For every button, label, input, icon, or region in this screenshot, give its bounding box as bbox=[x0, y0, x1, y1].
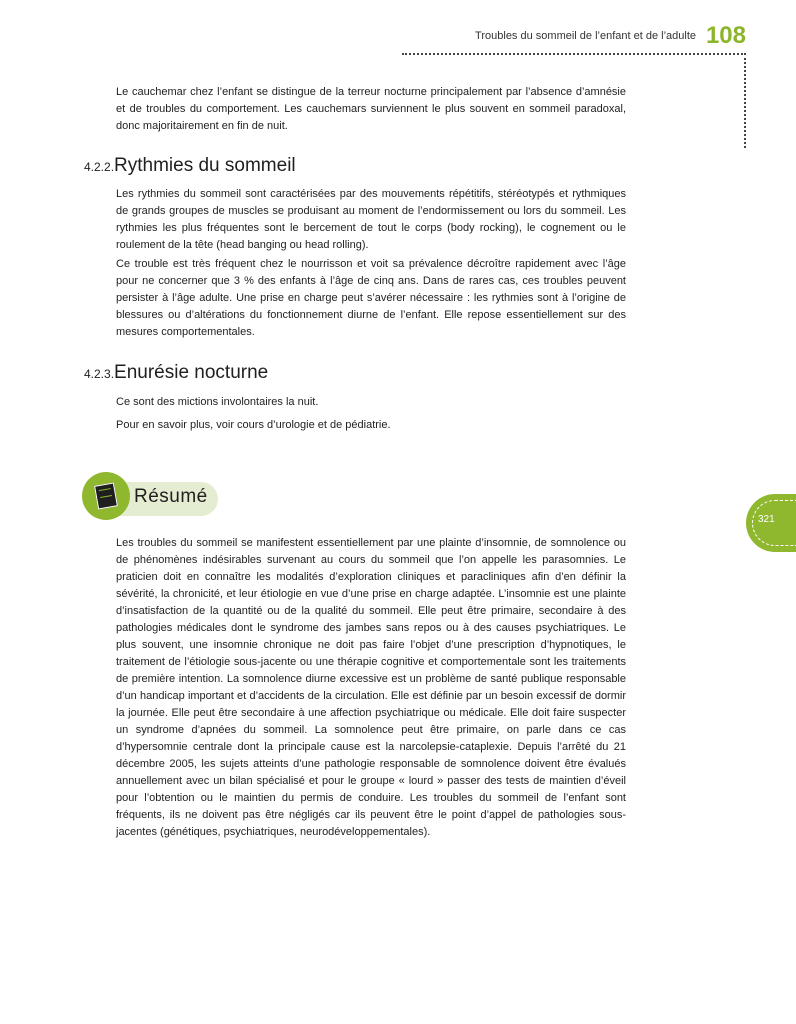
header-dotted-rule bbox=[402, 53, 746, 55]
side-page-tab bbox=[746, 494, 796, 552]
enuresie-paragraph-1: Ce sont des mictions involontaires la nuit. bbox=[116, 396, 319, 408]
rythmies-paragraph-2: Ce trouble est très fréquent chez le nourrisson et voit sa prévalence décroître rapidement avec l’âge pour ne concerner que 3 % des enfants à l’âge de cinq ans. Dans de rares cas, ces troubles peuvent persister à l’âge adulte. Une prise en charge peut s’avérer nécessaire : les rythmies sont à l’origine de blessures ou d’altérations du fonctionnement diurne de l’enfant. Elle repose essentiellement sur des mesures comportementales. bbox=[116, 258, 626, 338]
section-number: 4.2.3. bbox=[84, 367, 115, 381]
section-title: Enurésie nocturne bbox=[114, 362, 269, 383]
running-header-page-number: 108 bbox=[705, 22, 746, 49]
section-title: Rythmies du sommeil bbox=[114, 155, 296, 176]
section-heading-enuresie bbox=[84, 361, 268, 386]
enuresie-paragraph-2: Pour en savoir plus, voir cours d’urologie et de pédiatrie. bbox=[116, 419, 391, 431]
section-heading-rythmies bbox=[84, 154, 296, 179]
intro-paragraph: Le cauchemar chez l’enfant se distingue de la terreur nocturne principalement par l’absence d’amnésie et de troubles du comportement. Les cauchemars surviennent le plus souvent en sommeil paradoxal, donc majoritairement en fin de nuit. bbox=[116, 86, 626, 132]
resume-badge bbox=[82, 472, 130, 520]
section-number: 4.2.2. bbox=[84, 160, 115, 174]
side-tab-number: 321 bbox=[758, 514, 775, 525]
resume-text: Les troubles du sommeil se manifestent essentiellement par une plainte d’insomnie, de somnolence ou de phénomènes indésirables survenant au cours du sommeil que l’on appelle les parasomnies. Le praticien doit en connaître les modalités d’exploration cliniques et paracliniques afin d’en définir la sévérité, la chronicité, et leur étiologie en vue d’une prise en charge adaptée. L’insomnie est une plainte d’insatisfaction de la quantité ou de la qualité du sommeil. Elle peut être primaire, secondaire à des pathologies médicales dont le syndrome des jambes sans repos ou à des causes psychiatriques. Le plus souvent, une insomnie chronique ne doit pas faire l’objet d’une prescription d’hypnotiques, le traitement de l’étiologie sous-jacente ou une thérapie cognitive et comportementale sont les traitements de première intention. La somnolence diurne excessive est un problème de santé publique responsable d’un handicap important et d’accidents de la circulation. Elle est définie par un besoin excessif de dormir la journée. Elle peut être secondaire à une affection psychiatrique ou médicale. Elle doit faire suspecter un syndrome d’apnées du sommeil. La somnolence peut être primaire, on parle dans ce cas d’hypersomnie centrale dont la principale cause est la narcolepsie-cataplexie. Depuis l’arrêté du 21 décembre 2005, les sujets atteints d’une pathologie responsable de somnolence doivent être évalués annuellement avec un bilan spécialisé et pour le groupe « lourd » passer des tests de maintien d’éveil pour l’obtention ou le maintien du permis de conduire. Les troubles du sommeil de l’enfant sont fréquents, ils ne doivent pas être négligés car ils peuvent être le point d’appel de pathologies sous-jacentes (génétiques, psychiatriques, neurodéveloppementales). bbox=[116, 537, 626, 838]
header-dotted-rule-vertical bbox=[744, 53, 746, 148]
book-icon bbox=[94, 482, 118, 509]
resume-label: Résumé bbox=[134, 486, 208, 507]
running-header-title: Troubles du sommeil de l’enfant et de l’adulte bbox=[475, 30, 696, 42]
rythmies-paragraph-1: Les rythmies du sommeil sont caractérisées par des mouvements répétitifs, stéréotypés et rythmiques de grands groupes de muscles se produisant au moment de l’endormissement ou lors du sommeil. Les rythmies les plus fréquentes sont le bercement de tout le corps (body rocking), le cognement ou le roulement de la tête (head banging ou head rolling). bbox=[116, 188, 626, 251]
resume-banner bbox=[82, 472, 222, 520]
